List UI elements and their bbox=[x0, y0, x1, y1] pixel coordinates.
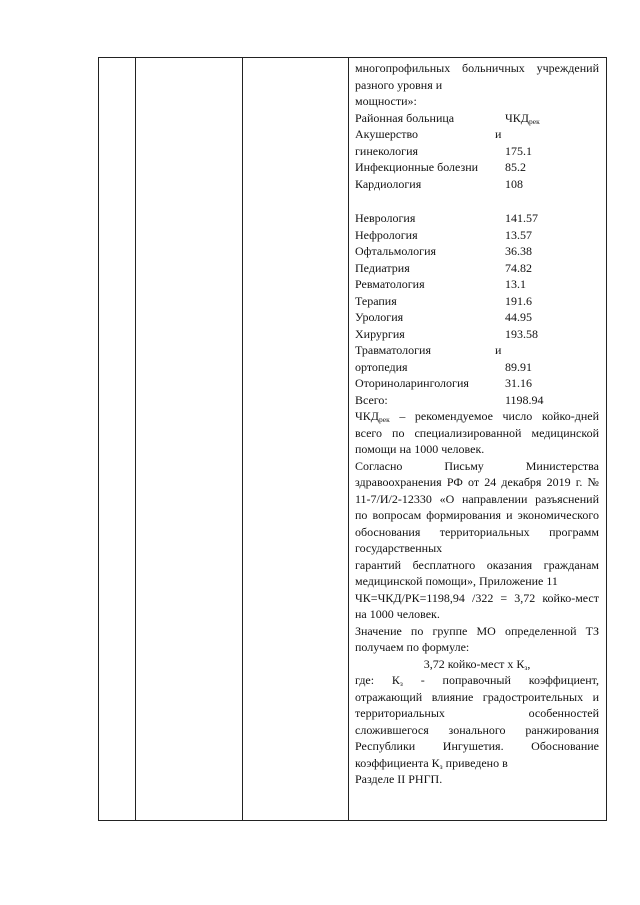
row-value: 191.6 bbox=[505, 293, 532, 308]
beds-row bbox=[355, 143, 599, 160]
row-value: 193.58 bbox=[505, 326, 538, 341]
coef-line-6 bbox=[355, 755, 599, 772]
formula-line-2: на 1000 человек. bbox=[355, 607, 440, 621]
row-label: Кардиология bbox=[355, 176, 422, 191]
coef-text: - поправочный коэффициент, bbox=[420, 673, 600, 687]
table-cell-empty-3 bbox=[243, 58, 349, 821]
row-label: ортопедия bbox=[355, 359, 408, 374]
row-value: 31.16 bbox=[505, 376, 532, 390]
definition-line-1 bbox=[355, 408, 599, 425]
document-table bbox=[98, 57, 607, 821]
letter-line-2: здравоохранения РФ от 24 декабря 2019 г. № bbox=[355, 475, 599, 489]
coef-line-1 bbox=[355, 672, 599, 689]
intro-line-1: многопрофильных больничных учреждений bbox=[355, 61, 599, 75]
coef-where-sub: з bbox=[399, 679, 403, 688]
beds-row bbox=[355, 159, 599, 176]
letter-word: Согласно bbox=[355, 458, 403, 473]
beds-row bbox=[355, 126, 599, 143]
row-value: 44.95 bbox=[505, 310, 532, 324]
beds-row bbox=[355, 375, 599, 392]
coef-text: приведено в bbox=[445, 755, 508, 770]
intro-line-2: разного уровня и bbox=[355, 77, 443, 92]
formula-2 bbox=[355, 656, 599, 673]
formula-2-tail: , bbox=[527, 656, 531, 671]
letter-line-8: медицинской помощи», Приложение 11 bbox=[355, 574, 558, 588]
row-label: Хирургия bbox=[355, 326, 405, 341]
formula-2-text: 3,72 койко-мест х К bbox=[423, 656, 525, 671]
letter-line-6: государственных bbox=[355, 541, 443, 555]
definition-line-3: помощи на 1000 человек. bbox=[355, 442, 485, 456]
row-value: 74.82 bbox=[505, 260, 532, 275]
beds-row bbox=[355, 309, 599, 326]
coef-where: где: К bbox=[355, 673, 400, 687]
cell-text bbox=[349, 58, 606, 788]
intro-line-3: мощности»: bbox=[355, 94, 417, 108]
beds-table-header bbox=[355, 110, 599, 127]
row-value: 85.2 bbox=[505, 160, 526, 174]
coef-text: коэффициента К bbox=[355, 755, 440, 770]
row-label: Неврология bbox=[355, 211, 416, 225]
beds-row bbox=[355, 176, 599, 193]
coef-line-4: сложившегося зонального ранжирования bbox=[355, 722, 599, 737]
row-label: Оториноларингология bbox=[355, 376, 469, 390]
letter-line-3: 11-7/И/2-12330 «О направлении разъяснений bbox=[355, 491, 599, 506]
definition-term: ЧКД bbox=[355, 409, 379, 423]
row-value: 36.38 bbox=[505, 244, 532, 258]
row-label: Педиатрия bbox=[355, 260, 410, 275]
beds-row bbox=[355, 342, 599, 359]
beds-row bbox=[355, 260, 599, 277]
header-chkd-sub: рек bbox=[529, 116, 540, 126]
row-label: гинекология bbox=[355, 143, 419, 158]
row-label: Травматология bbox=[355, 343, 431, 357]
beds-row bbox=[355, 359, 599, 376]
total-value: 1198.94 bbox=[505, 392, 544, 407]
row-label: Терапия bbox=[355, 293, 397, 308]
beds-row bbox=[355, 293, 599, 310]
letter-line-5: обоснования территориальных программ bbox=[355, 524, 599, 539]
spacer bbox=[355, 192, 599, 210]
coef-line-5: Республики Ингушетия. Обоснование bbox=[355, 739, 599, 753]
group-line-2: получаем по формуле: bbox=[355, 640, 470, 654]
row-value: 175.1 bbox=[505, 143, 532, 158]
beds-row bbox=[355, 276, 599, 293]
beds-row bbox=[355, 326, 599, 343]
row-value: 13.57 bbox=[505, 227, 532, 242]
row-label: Урология bbox=[355, 310, 404, 324]
group-line-1: Значение по группе МО определенной ТЗ bbox=[355, 623, 599, 638]
row-label: Ревматология bbox=[355, 277, 425, 291]
row-label: Инфекционные болезни bbox=[355, 160, 479, 174]
row-and-text: и bbox=[495, 343, 502, 357]
table-cell-empty-1 bbox=[99, 58, 136, 821]
letter-line-7: гарантий бесплатного оказания гражданам bbox=[355, 557, 599, 572]
table-cell-empty-2 bbox=[136, 58, 243, 821]
row-label: Акушерство bbox=[355, 127, 419, 141]
definition-line-2: всего по специализированной медицинской bbox=[355, 425, 599, 440]
table-cell-content bbox=[349, 58, 607, 821]
header-chkd-text: ЧКД bbox=[505, 110, 529, 125]
beds-row bbox=[355, 210, 599, 227]
definition-term-sub: рек bbox=[379, 415, 390, 424]
row-value: 13.1 bbox=[505, 277, 526, 291]
letter-word: Министерства bbox=[525, 458, 599, 473]
row-label: Нефрология bbox=[355, 227, 418, 242]
beds-total-row bbox=[355, 392, 599, 409]
letter-word: Письму bbox=[444, 458, 484, 473]
beds-row bbox=[355, 243, 599, 260]
row-and bbox=[495, 126, 599, 143]
row-value: 141.57 bbox=[505, 211, 538, 225]
header-hospital: Районная больница bbox=[355, 110, 455, 125]
coef-line-7: Разделе II РНГП. bbox=[355, 772, 443, 786]
row-value: 108 bbox=[505, 176, 523, 191]
header-chkd bbox=[505, 110, 599, 127]
row-and bbox=[495, 342, 599, 359]
letter-line-1 bbox=[355, 458, 599, 475]
coef-line-2: отражающий влияние градостроительных и bbox=[355, 689, 599, 704]
coef-line-3: территориальных особенностей bbox=[355, 706, 599, 720]
row-and-text: и bbox=[495, 127, 502, 141]
formula-line-1: ЧК=ЧКД/РК=1198,94 /322 = 3,72 койко-мест bbox=[355, 590, 599, 605]
row-label: Офтальмология bbox=[355, 244, 437, 258]
total-label: Всего: bbox=[355, 392, 388, 407]
formula-2-sub: з bbox=[524, 662, 528, 672]
definition-text: – рекомендуемое число койко-дней bbox=[399, 409, 600, 423]
coef-sub: з bbox=[439, 761, 443, 771]
beds-row bbox=[355, 227, 599, 244]
row-value: 89.91 bbox=[505, 359, 532, 374]
letter-line-4: по вопросам формирования и экономического bbox=[355, 508, 599, 522]
